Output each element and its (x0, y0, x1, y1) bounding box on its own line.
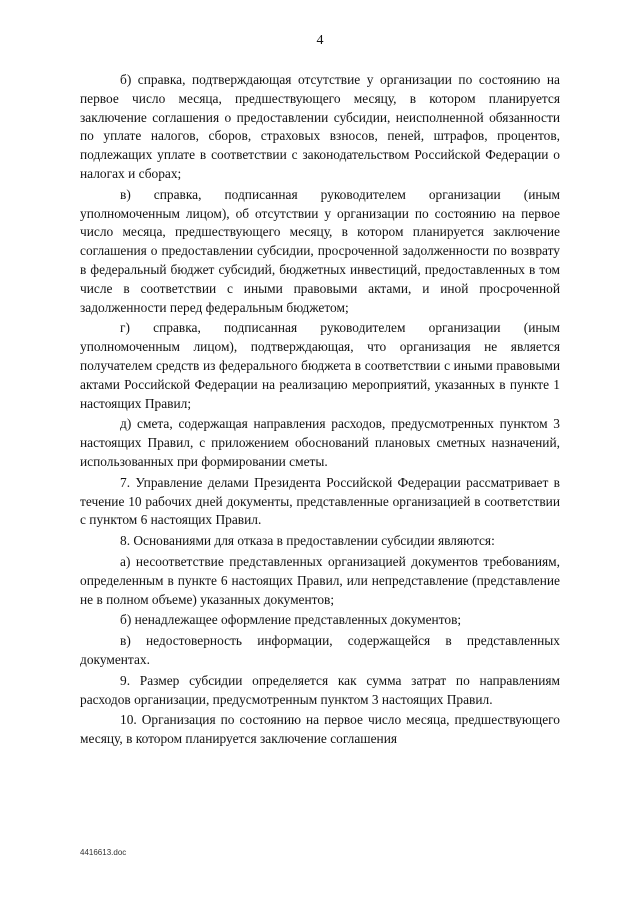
paragraph-7-review: 7. Управление делами Президента Российской Федерации рассматривает в течение 10 рабочих дней документы, представленные организацией в соответствии с пунктом 6 настоящих Правил. (80, 474, 560, 528)
paragraph-d-estimate: д) смета, содержащая направления расходов, предусмотренных пунктом 3 настоящих Правил, с приложением обоснований плановых сметных назначений, использованных при формировании сметы. (80, 416, 560, 469)
page-number: 4 (316, 33, 324, 48)
paragraph-10-organization: 10. Организация по состоянию на первое число месяца, предшествующего месяцу, в котором планируется заключение соглашения (80, 712, 560, 747)
paragraph-g-recipient-certificate: г) справка, подписанная руководителем организации (иным уполномоченным лицом), подтверждающая, что организация не является получателем средств из федерального бюджета в соответствии с иными правовыми актами Российской Федерации на реализацию мероприятий, указанных в пункте 1 настоящих Правил; (80, 320, 560, 411)
document-file-code: 4416613.doc (80, 848, 127, 857)
paragraph-9-subsidy-amount: 9. Размер субсидии определяется как сумма затрат по направлениям расходов организации, предусмотренным пунктом 3 настоящих Правил. (80, 672, 560, 707)
paragraph-b-tax-certificate: б) справка, подтверждающая отсутствие у организации по состоянию на первое число месяца, предшествующего месяцу, в котором планируется заключение соглашения о предоставлении субсидии, неисполненной обязанности по уплате налогов, сборов, страховых взносов, пеней, штрафов, процентов, подлежащих уплате в соответствии с законодательством Российской Федерации о налогах и сборах; (80, 72, 560, 181)
paragraph-8a-nonconformity: а) несоответствие представленных организацией документов требованиям, определенным в пункте 6 настоящих Правил, или непредставление (представление не в полном объеме) указанных документов; (80, 553, 560, 607)
paragraph-8-refusal-grounds: 8. Основаниями для отказа в предоставлении субсидии являются: (120, 533, 495, 549)
paragraph-8b-improper-formatting: б) ненадлежащее оформление представленных документов; (120, 612, 462, 628)
paragraph-v-debt-certificate: в) справка, подписанная руководителем организации (иным уполномоченным лицом), об отсутствии у организации по состоянию на первое число месяца, предшествующего месяцу, в котором планируется заключение соглашения о предоставлении субсидии, просроченной задолженности по возврату в федеральный бюджет субсидий, бюджетных инвестиций, предоставленных в том числе в соответствии с иными правовыми актами, и иной просроченной задолженности перед федеральным бюджетом; (80, 186, 560, 315)
paragraph-8v-inaccuracy: в) недостоверность информации, содержащейся в представленных документах. (80, 633, 560, 667)
document-body (80, 71, 560, 749)
